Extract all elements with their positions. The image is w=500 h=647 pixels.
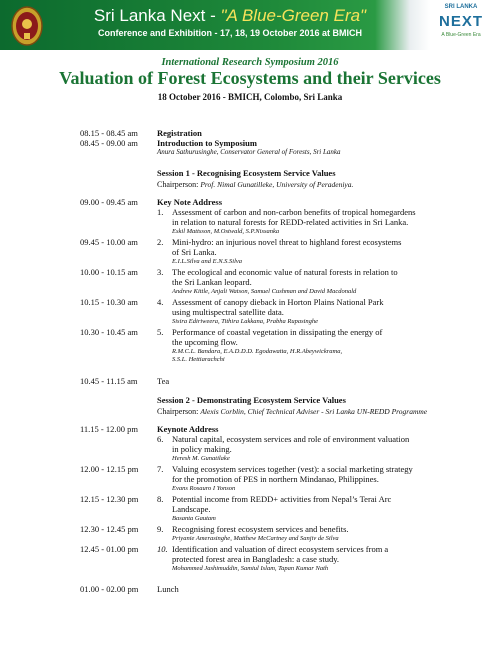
banner-subtitle: Conference and Exhibition - 17, 18, 19 October 2016 at BMICH — [97, 28, 363, 38]
page-title: Valuation of Forest Ecosystems and their Services — [59, 68, 441, 88]
banner-title: Sri Lanka Next - "A Blue-Green Era" — [93, 6, 367, 25]
sri-lanka-next-logo: SRI LANKA NEXT A Blue-Green Era — [438, 4, 483, 38]
symposium-label: International Research Symposium 2016 — [161, 57, 339, 68]
sri-lanka-emblem-icon — [10, 3, 44, 47]
event-date: 18 October 2016 - BMICH, Colombo, Sri Lanka — [157, 92, 343, 102]
